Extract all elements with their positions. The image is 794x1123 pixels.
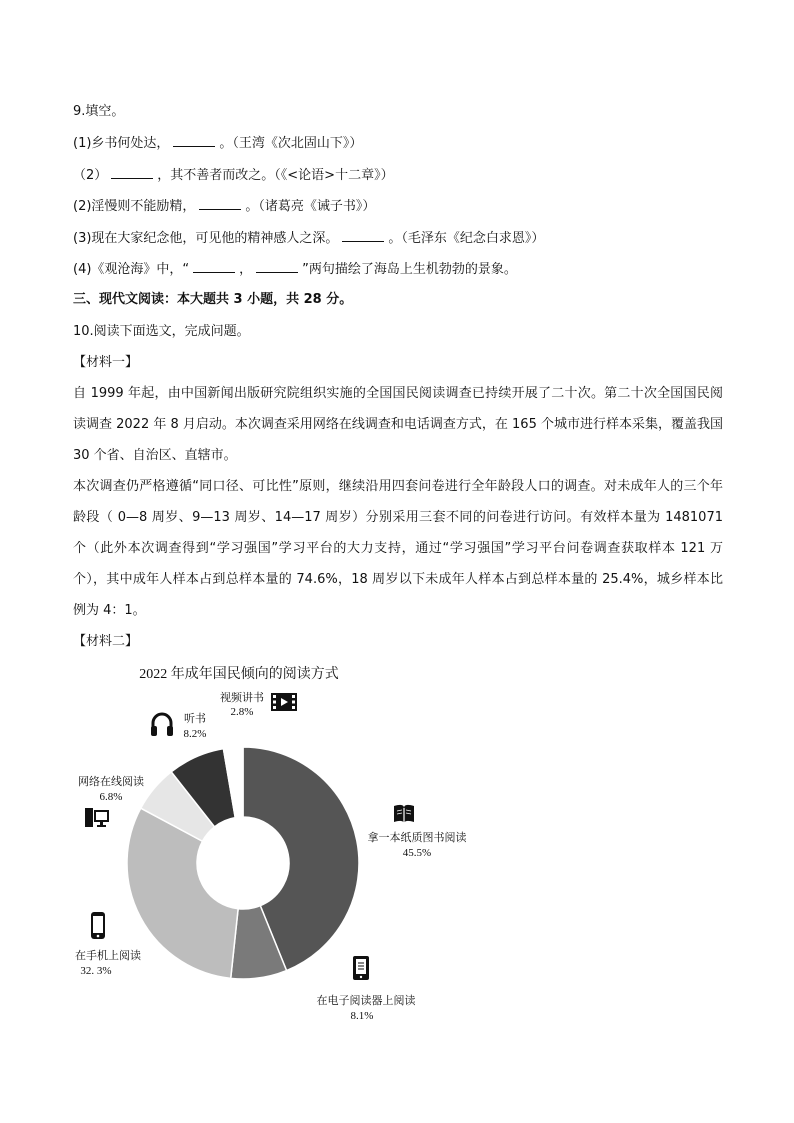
section-3-detail: 本大题共 3 小题，共 28 分。 [177, 292, 353, 307]
headphones-icon [151, 714, 173, 736]
q9-item-4-post: 。（毛泽东《纪念白求恩》） [388, 231, 545, 246]
q9-item-5-pre: (4)《观沧海》中，“ [73, 262, 190, 277]
video-icon [271, 693, 297, 711]
label-ereader [317, 956, 416, 1022]
slice-label: 在手机上阅读 [75, 950, 141, 962]
label-online [78, 774, 144, 827]
slice-label: 网络在线阅读 [78, 776, 144, 788]
slice-value: 8.2% [183, 728, 207, 740]
material-1-heading: 【材料一】 [73, 355, 139, 370]
slice-label: 在电子阅读器上阅读 [316, 995, 416, 1007]
phone-icon [91, 912, 105, 939]
slice-label: 视频讲书 [220, 692, 264, 704]
label-phone [75, 912, 141, 977]
q9-item-3-post: 。（诸葛亮《诫子书》） [245, 199, 376, 214]
chart-title: 2022 年成年国民倾向的阅读方式 [139, 667, 339, 682]
q10-title: 10.阅读下面选文，完成问题。 [73, 324, 250, 339]
material-1-para-2: 本次调查仍严格遵循“同口径、可比性”原则，继续沿用四套问卷进行全年龄段人口的调查。对未成年人的三个年龄段（ 0—8 周岁、9—13 周岁、14—17 周岁）分别采用三套不同的问卷进行访问。有效样本量为 1481071 个（此外本次调查得到“学习强国”学习平台的大力支持，通过“学习强国”学习平台问卷调查获取样本 121 万个），其中成年人样本占到总样本量的 74.6%，18 周岁以下未成年人样本占到总样本量的 25.4%，城乡样本比例为 4：1。 [73, 479, 723, 618]
label-video [220, 690, 297, 718]
slice-label: 拿一本纸质图书阅读 [367, 832, 467, 844]
q9-title: 9.填空。 [73, 104, 125, 119]
q9-item-1-pre: (1)乡书何处达， [73, 136, 170, 151]
ereader-icon [353, 956, 369, 980]
book-icon [394, 805, 414, 824]
pie-slice-2 [127, 808, 238, 978]
slice-value: 32. 3% [80, 965, 112, 977]
q9-item-4-pre: (3)现在大家纪念他，可见他的精神感人之深。 [73, 231, 339, 246]
label-book [368, 805, 467, 859]
label-audiobook [151, 711, 206, 740]
q9-item-2-post: ，其不善者而改之。（《<论语>十二章》） [157, 168, 394, 183]
material-1-para-1: 自 1999 年起，由中国新闻出版研究院组织实施的全国国民阅读调查已持续开展了二十次。第二十次全国国民阅读调查 2022 年 8 月启动。本次调查采用网络在线调查和电话调查方式，在 165 个城市进行样本采集，覆盖我国 30 个省、自治区、直辖市。 [73, 386, 723, 463]
slice-value: 45.5% [402, 847, 432, 859]
section-3-label: 三、现代文阅读： [73, 292, 178, 307]
q9-item-5-mid: ， [239, 262, 253, 277]
slice-label: 听书 [184, 713, 206, 725]
q9-item-5-post: ”两句描绘了海岛上生机勃勃的景象。 [302, 262, 517, 277]
q9-item-2-pre: （2） [73, 168, 108, 183]
q9-item-3-pre: (2)淫慢则不能励精， [73, 199, 196, 214]
slice-value: 8.1% [350, 1010, 374, 1022]
slice-value: 2.8% [230, 706, 254, 718]
computer-icon [85, 808, 109, 827]
q9-item-1-post: 。（王湾《次北固山下》） [219, 136, 363, 151]
slice-value: 6.8% [99, 791, 123, 803]
material-2-heading: 【材料二】 [73, 634, 139, 649]
